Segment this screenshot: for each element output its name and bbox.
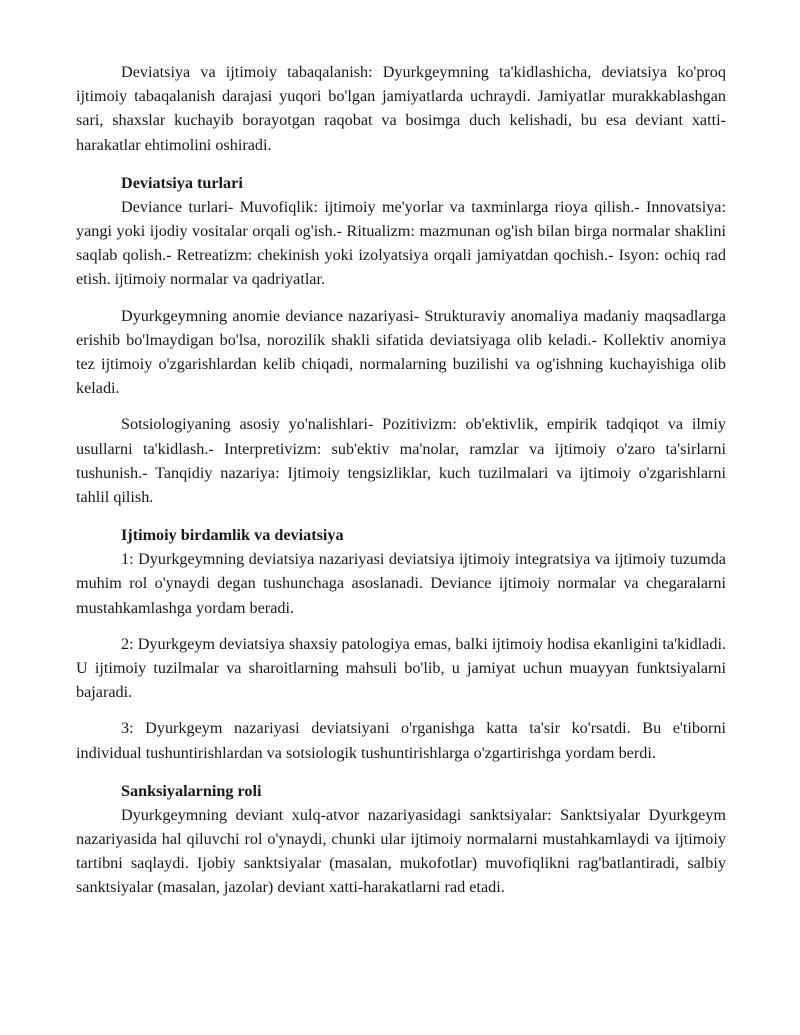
paragraph-stratification: Deviatsiya va ijtimoiy tabaqalanish: Dyurkgeymning ta'kidlashicha, deviatsiya ko'proq ijtimoiy tabaqalanish darajasi yuqori bo'lgan jamiyatlarda uchraydi. Jamiyatlar murakkablashgan sari, shaxslar kuchayib borayotgan raqobat va bosimga duch kelishadi, bu esa deviant xatti-harakatlar ehtimolini oshiradi.	[76, 63, 726, 154]
paragraph-point-2: 2: Dyurkgeym deviatsiya shaxsiy patologiya emas, balki ijtimoiy hodisa ekanligini ta'kidladi. U ijtimoiy tuzilmalar va sharoitlarning mahsuli bo'lib, u jamiyat uchun muayyan funktsiyalarni bajaradi.	[76, 634, 726, 702]
heading-sanctions-role: Sanksiyalarning roli	[121, 781, 262, 800]
paragraph-anomie-theory: Dyurkgeymning anomie deviance nazariyasi- Strukturaviy anomaliya madaniy maqsadlarga erishib bo'lmaydigan bo'lsa, norozilik shakli sifatida deviatsiyaga olib keladi.- Kollektiv anomiya tez ijtimoiy o'zgarishlardan kelib chiqadi, normalarning buzilishi va og'ishning kuchayishiga olib keladi.	[76, 306, 726, 398]
heading-social-solidarity: Ijtimoiy birdamlik va deviatsiya	[121, 526, 344, 545]
paragraph-sanctions: Dyurkgeymning deviant xulq-atvor nazariyasidagi sanktsiyalar: Sanktsiyalar Dyurkgeym nazariyasida hal qiluvchi rol o'ynaydi, chunki ular ijtimoiy normalarni mustahkamlaydi va ijtimoiy tartibni saqlaydi. Ijobiy sanktsiyalar (masalan, mukofotlar) muvofiqlikni rag'batlantiradi, salbiy sanktsiyalar (masalan, jazolar) deviant xatti-harakatlarni rad etadi.	[76, 805, 726, 897]
heading-deviance-types: Deviatsiya turlari	[121, 173, 243, 192]
paragraph-deviance-types: Deviance turlari- Muvofiqlik: ijtimoiy me'yorlar va taxminlarga rioya qilish.- Innovatsiya: yangi yoki ijodiy vositalar orqali og'ish.- Ritualizm: mazmunan og'ish bilan birga normalar shaklini saqlab qolish.- Retreatizm: chekinish yoki izolyatsiya orqali jamiyatdan qochish.- Isyon: ochiq rad etish. ijtimoiy normalar va qadriyatlar.	[76, 197, 726, 289]
paragraph-point-3: 3: Dyurkgeym nazariyasi deviatsiyani o'rganishga katta ta'sir ko'rsatdi. Bu e'tiborni individual tushuntirishlardan va sotsiologik tushuntirishlarga o'zgartirishga yordam berdi.	[76, 719, 726, 762]
paragraph-sociology-directions: Sotsiologiyaning asosiy yo'nalishlari- Pozitivizm: ob'ektivlik, empirik tadqiqot va ilmiy usullarni ta'kidlash.- Interpretivizm: sub'ektiv ma'nolar, ramzlar va ijtimoiy o'zaro ta'sirlarni tushunish.- Tanqidiy nazariya: Ijtimoiy tengsizliklar, kuch tuzilmalari va ijtimoiy o'zgarishlarni tahlil qilish.	[76, 415, 726, 507]
paragraph-point-1: 1: Dyurkgeymning deviatsiya nazariyasi deviatsiya ijtimoiy integratsiya va ijtimoiy tuzumda muhim rol o'ynaydi degan tushunchaga asoslanadi. Deviance ijtimoiy normalar va chegaralarni mustahkamlashga yordam beradi.	[76, 550, 726, 617]
document-page	[76, 60, 726, 900]
